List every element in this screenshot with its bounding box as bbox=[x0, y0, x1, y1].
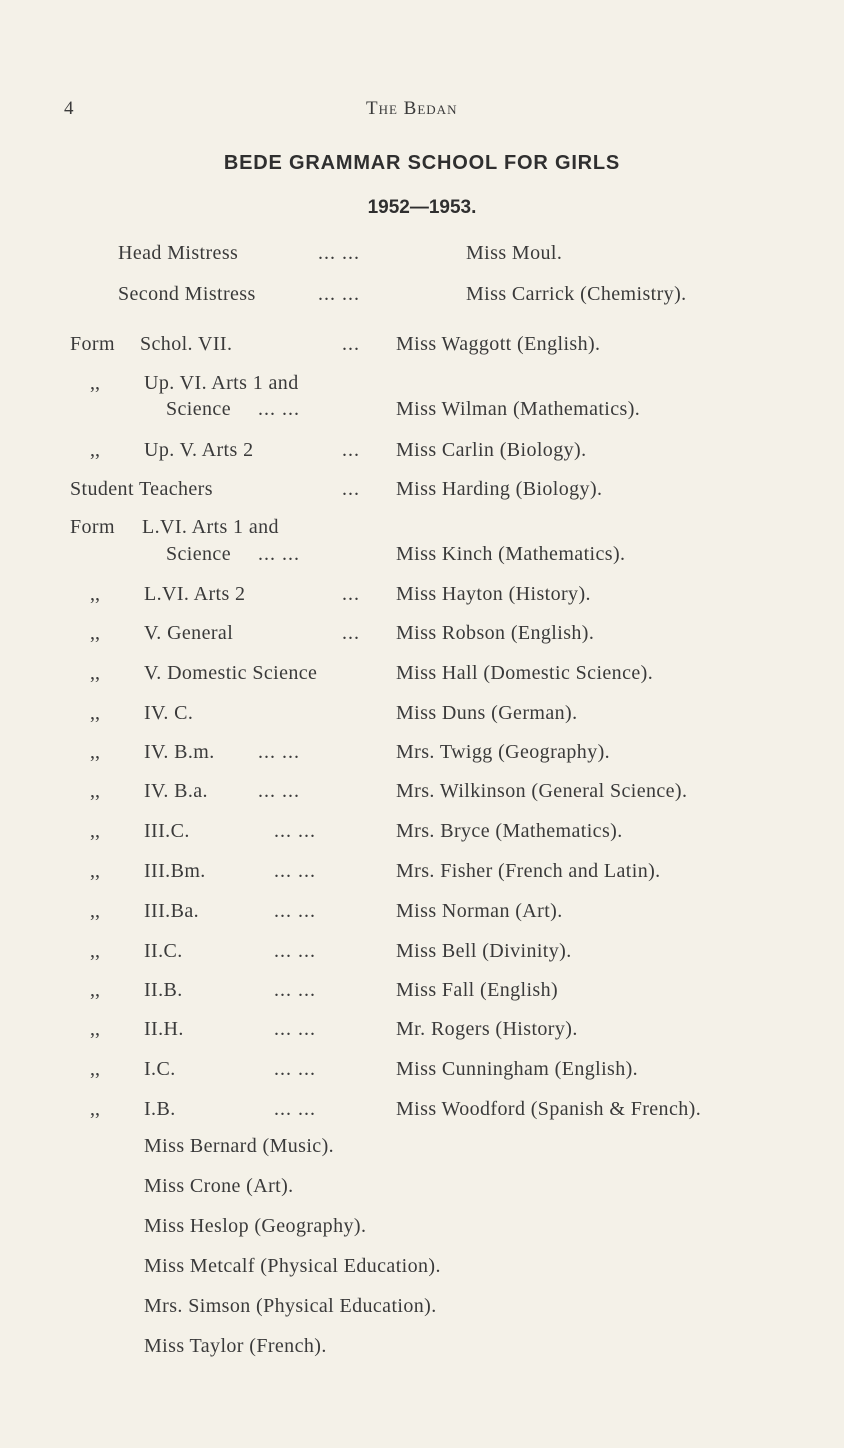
form-teacher: Miss Woodford (Spanish & French). bbox=[396, 1098, 702, 1120]
form-teacher: Mr. Rogers (History). bbox=[396, 1018, 578, 1040]
form-prefix: Form bbox=[70, 516, 115, 538]
form-leader: ... ... bbox=[274, 1058, 316, 1080]
additional-staff-item: Miss Heslop (Geography). bbox=[144, 1215, 367, 1237]
ditto-mark: ,, bbox=[90, 622, 100, 644]
additional-staff-item: Mrs. Simson (Physical Education). bbox=[144, 1295, 437, 1317]
form-leader: ... bbox=[342, 583, 360, 605]
ditto-mark: ,, bbox=[90, 702, 100, 724]
form-teacher: Miss Wilman (Mathematics). bbox=[396, 398, 641, 420]
form-leader: ... ... bbox=[274, 1018, 316, 1040]
ditto-mark: ,, bbox=[90, 820, 100, 842]
ditto-mark: ,, bbox=[90, 741, 100, 763]
additional-staff-item: Miss Taylor (French). bbox=[144, 1335, 327, 1357]
form-leader: ... bbox=[342, 622, 360, 644]
ditto-mark: ,, bbox=[90, 1098, 100, 1120]
ditto-mark: ,, bbox=[90, 900, 100, 922]
form-label: I.C. bbox=[144, 1058, 176, 1080]
form-label: Up. V. Arts 2 bbox=[144, 439, 254, 461]
form-leader: ... ... bbox=[258, 780, 300, 802]
additional-staff-item: Miss Crone (Art). bbox=[144, 1175, 294, 1197]
ditto-mark: ,, bbox=[90, 780, 100, 802]
ditto-mark: ,, bbox=[90, 1018, 100, 1040]
form-teacher: Miss Hayton (History). bbox=[396, 583, 591, 605]
ditto-mark: ,, bbox=[90, 583, 100, 605]
ditto-mark: ,, bbox=[90, 860, 100, 882]
form-leader: ... ... bbox=[258, 741, 300, 763]
form-leader: ... ... bbox=[258, 543, 300, 565]
form-teacher: Miss Carlin (Biology). bbox=[396, 439, 587, 461]
form-teacher: Miss Robson (English). bbox=[396, 622, 595, 644]
ditto-mark: ,, bbox=[90, 1058, 100, 1080]
form-label: L.VI. Arts 1 and bbox=[142, 516, 279, 538]
school-title: BEDE GRAMMAR SCHOOL FOR GIRLS bbox=[223, 152, 621, 174]
form-label: III.C. bbox=[144, 820, 190, 842]
form-label: III.Bm. bbox=[144, 860, 206, 882]
form-label: V. General bbox=[144, 622, 234, 644]
form-leader: ... ... bbox=[274, 979, 316, 1001]
form-teacher: Mrs. Bryce (Mathematics). bbox=[396, 820, 623, 842]
ditto-mark: ,, bbox=[90, 940, 100, 962]
form-label: II.C. bbox=[144, 940, 183, 962]
form-leader: ... bbox=[342, 333, 360, 355]
form-teacher: Miss Hall (Domestic Science). bbox=[396, 662, 654, 684]
form-label: III.Ba. bbox=[144, 900, 199, 922]
form-leader: ... ... bbox=[274, 940, 316, 962]
form-leader: ... bbox=[342, 478, 360, 500]
form-label: IV. B.a. bbox=[144, 780, 208, 802]
ditto-mark: ,, bbox=[90, 662, 100, 684]
form-label: V. Domestic Science bbox=[144, 662, 318, 684]
form-leader: ... ... bbox=[258, 398, 300, 420]
form-label: Schol. VII. bbox=[140, 333, 233, 355]
form-teacher: Miss Fall (English) bbox=[396, 979, 559, 1001]
form-prefix: Form bbox=[70, 333, 115, 355]
form-label: L.VI. Arts 2 bbox=[144, 583, 246, 605]
form-leader: ... ... bbox=[274, 1098, 316, 1120]
form-teacher: Mrs. Wilkinson (General Science). bbox=[396, 780, 688, 802]
form-teacher: Mrs. Fisher (French and Latin). bbox=[396, 860, 661, 882]
form-teacher: Miss Norman (Art). bbox=[396, 900, 563, 922]
ditto-mark: ,, bbox=[90, 439, 100, 461]
running-title: The Bedan bbox=[366, 98, 458, 119]
form-teacher: Miss Waggott (English). bbox=[396, 333, 601, 355]
page-number: 4 bbox=[64, 98, 75, 119]
form-label: Up. VI. Arts 1 and bbox=[144, 372, 299, 394]
second-name: Miss Carrick (Chemistry). bbox=[466, 283, 687, 305]
form-teacher: Miss Bell (Divinity). bbox=[396, 940, 572, 962]
form-label-continued: Science bbox=[166, 543, 231, 565]
additional-staff-item: Miss Metcalf (Physical Education). bbox=[144, 1255, 441, 1277]
head-name: Miss Moul. bbox=[466, 242, 563, 264]
form-leader: ... ... bbox=[274, 900, 316, 922]
form-teacher: Miss Harding (Biology). bbox=[396, 478, 603, 500]
head-role: Head Mistress bbox=[118, 242, 239, 264]
second-role: Second Mistress bbox=[118, 283, 256, 305]
form-teacher: Miss Kinch (Mathematics). bbox=[396, 543, 626, 565]
form-label: IV. B.m. bbox=[144, 741, 215, 763]
form-label: I.B. bbox=[144, 1098, 176, 1120]
form-leader: ... ... bbox=[274, 820, 316, 842]
form-leader: ... ... bbox=[274, 860, 316, 882]
form-label: Student Teachers bbox=[70, 478, 213, 500]
ditto-mark: ,, bbox=[90, 372, 100, 394]
form-teacher: Miss Duns (German). bbox=[396, 702, 578, 724]
form-label-continued: Science bbox=[166, 398, 231, 420]
form-teacher: Miss Cunningham (English). bbox=[396, 1058, 639, 1080]
form-label: II.H. bbox=[144, 1018, 184, 1040]
head-leader: ... ... bbox=[318, 242, 360, 264]
form-teacher: Mrs. Twigg (Geography). bbox=[396, 741, 611, 763]
form-leader: ... bbox=[342, 439, 360, 461]
additional-staff-item: Miss Bernard (Music). bbox=[144, 1135, 335, 1157]
school-years: 1952—1953. bbox=[367, 197, 477, 218]
form-label: II.B. bbox=[144, 979, 183, 1001]
ditto-mark: ,, bbox=[90, 979, 100, 1001]
form-label: IV. C. bbox=[144, 702, 194, 724]
second-leader: ... ... bbox=[318, 283, 360, 305]
